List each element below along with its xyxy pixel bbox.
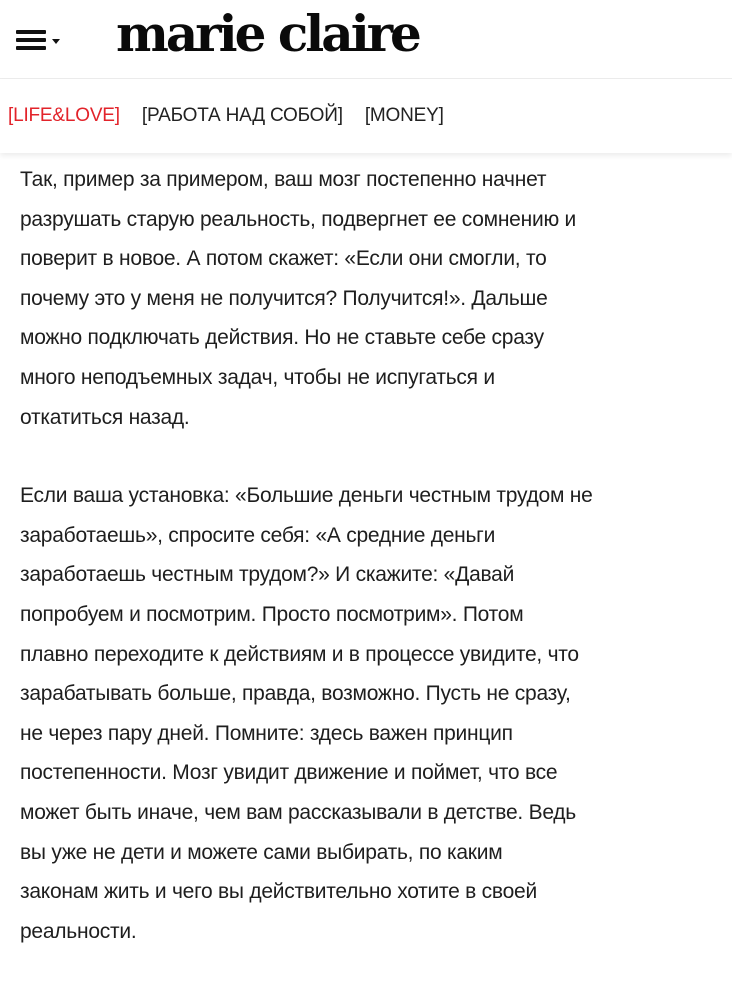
article-body (20, 160, 720, 990)
chevron-down-icon (52, 39, 60, 44)
menu-button[interactable] (16, 24, 78, 56)
article-paragraph: Так, пример за примером, ваш мозг постепенно начнет разрушать старую реальность, подвергнет ее сомнению и поверит в новое. А потом скажет: «Если они смогли, то почему это у меня не получится? Получится!». Дальше можно подключать действия. Но не ставьте себе сразу много неподъемных задач, чтобы не испугаться и откатиться назад. (20, 168, 577, 429)
article-paragraph: Если ваша установка: «Большие деньги честным трудом не заработаешь», спросите себя: «А средние деньги заработаешь честным трудом?» И скажите: «Давай попробуем и посмотрим. Просто посмотрим». Потом плавно переходите к действиям и в процессе увидите, что зарабатывать больше, правда, возможно. Пусть не сразу, не через пару дней. Помните: здесь важен принцип постепенности. Мозг увидит движение и поймет, что все может быть иначе, чем вам рассказывали в детстве. Ведь вы уже не дети и можете сами выбирать, по каким законам жить и чего вы действительно хотите в своей реальности. (20, 484, 593, 943)
site-logo[interactable]: marie claire (116, 4, 419, 63)
tag-bar (0, 79, 732, 153)
hamburger-menu-icon (16, 30, 46, 50)
tag-money[interactable]: [MONEY] (364, 105, 444, 126)
tag-self-development[interactable]: [РАБОТА НАД СОБОЙ] (141, 105, 343, 126)
site-header (0, 0, 732, 78)
tag-life-love[interactable]: [LIFE&LOVE] (8, 105, 120, 126)
